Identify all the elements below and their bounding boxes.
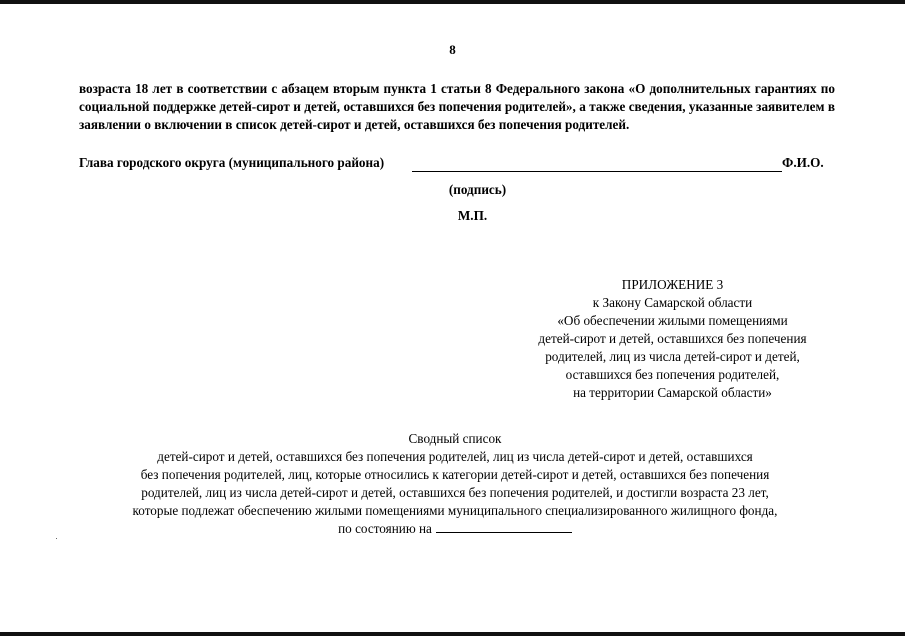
appendix-block [500,276,845,402]
appendix-line: оставшихся без попечения родителей, [565,367,780,382]
appendix-line: родителей, лиц из числа детей-сирот и детей, [545,349,800,364]
summary-line: детей-сирот и детей, оставшихся без попечения родителей, лиц из числа детей-сирот и детей, оставшихся [157,449,753,464]
appendix-line: к Закону Самарской области [592,295,753,310]
seal-label: М.П. [457,208,488,223]
page-number: 8 [449,42,456,57]
summary-title: Сводный список [408,431,502,446]
appendix-line: ПРИЛОЖЕНИЕ 3 [621,277,724,292]
date-blank-line [436,532,572,533]
top-scan-border [0,0,905,4]
signature-line [412,171,782,172]
signature-label: Глава городского округа (муниципального района) [79,155,385,170]
appendix-line: детей-сирот и детей, оставшихся без попечения [538,331,807,346]
date-label: по состоянию на [338,521,432,536]
summary-block [60,430,850,538]
summary-line: родителей, лиц из числа детей-сирот и детей, оставшихся без попечения родителей, и достигли возраста 23 лет, [141,485,769,500]
fio-label: Ф.И.О. [782,155,824,170]
appendix-line: «Об обеспечении жилыми помещениями [557,313,788,328]
signature-caption: (подпись) [448,182,507,197]
body-paragraph: возраста 18 лет в соответствии с абзацем вторым пункта 1 статьи 8 Федерального закона «О дополнительных гарантиях по социальной поддержке детей-сирот и детей, оставшихся без попечения родителей», а также сведения, указанные заявителем в заявлении о включении в список детей-сирот и детей, оставшихся без попечения родителей. [79,81,835,132]
scan-speck [56,538,57,539]
summary-line: без попечения родителей, лиц, которые относились к категории детей-сирот и детей, оставшихся без попечения [140,467,770,482]
summary-date-row [60,520,850,538]
appendix-line: на территории Самарской области» [573,385,772,400]
summary-line: которые подлежат обеспечению жилыми помещениями муниципального специализированного жилищного фонда, [132,503,778,518]
bottom-scan-border [0,632,905,636]
